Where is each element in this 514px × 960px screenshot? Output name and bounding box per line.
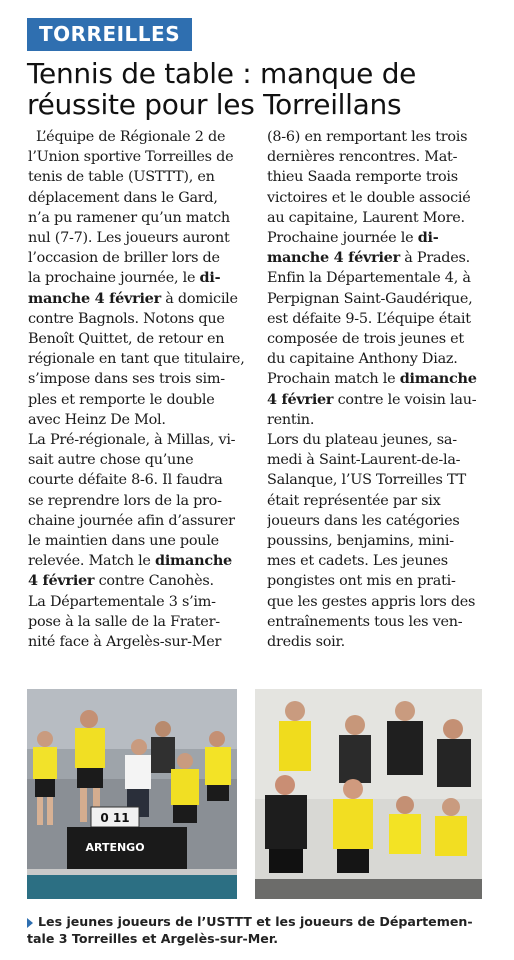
text-line: le maintien dans une poule xyxy=(28,533,219,550)
text-line: (8-6) en remportant les trois xyxy=(267,129,468,145)
emphasis: manche 4 février xyxy=(267,249,400,267)
text-fragment: relevée. Match le xyxy=(28,553,156,570)
photo-young-players xyxy=(27,689,237,899)
photo-young-players-image xyxy=(27,689,237,899)
text-line: medi à Saint-Laurent-de-la- xyxy=(267,452,461,469)
text-fragment: contre Canohès. xyxy=(94,573,214,590)
text-line: se reprendre lors de la pro- xyxy=(28,492,222,509)
text-line: thieu Saada remporte trois xyxy=(267,169,458,186)
emphasis: manche 4 février xyxy=(28,289,161,307)
text-line: entraînements tous les ven- xyxy=(267,613,463,630)
text-line xyxy=(28,571,264,591)
text-line: mes et cadets. Les jeunes xyxy=(267,553,448,570)
emphasis: di- xyxy=(417,229,439,247)
text-line: Enfin la Départementale 4, à xyxy=(267,270,471,287)
text-line xyxy=(267,248,499,268)
text-line: victoires et le double associé xyxy=(267,189,471,206)
text-line: courte défaite 8-6. Il faudra xyxy=(28,472,223,489)
table-brand-text: ARTENGO xyxy=(85,841,145,854)
text-line xyxy=(267,390,499,410)
text-fragment: Prochain match le xyxy=(267,371,400,388)
text-line: La Pré-régionale, à Millas, vi- xyxy=(28,432,236,449)
headline-line-2: réussite pour les Torreillans xyxy=(27,88,402,121)
text-fragment: à Prades. xyxy=(399,250,470,267)
text-line: avec Heinz De Mol. xyxy=(28,411,166,428)
text-line: nité face à Argelès-sur-Mer xyxy=(28,634,222,651)
text-line: l’Union sportive Torreilles de xyxy=(28,149,234,166)
text-line: nul (7-7). Les joueurs auront xyxy=(28,230,230,247)
emphasis: 4 février xyxy=(267,390,334,408)
text-line: chaine journée afin d’assurer xyxy=(28,512,235,529)
text-line: dredis soir. xyxy=(267,634,345,651)
text-line: ples et remporte le double xyxy=(28,391,215,408)
text-line: tenis de table (USTTT), en xyxy=(28,169,215,186)
text-line xyxy=(28,268,264,288)
text-line: rentin. xyxy=(267,411,315,428)
text-line xyxy=(267,369,499,389)
photo-caption xyxy=(27,913,487,947)
scoreboard-text: 0 11 xyxy=(100,811,130,825)
text-line: joueurs dans les catégories xyxy=(267,512,460,529)
text-line: contre Bagnols. Notons que xyxy=(28,310,225,327)
text-line: déplacement dans le Gard, xyxy=(28,189,218,206)
emphasis: di- xyxy=(199,269,221,287)
text-line: La Départementale 3 s’im- xyxy=(28,593,216,610)
text-line: Benoît Quittet, de retour en xyxy=(28,331,225,348)
caption-line-2: tale 3 Torreilles et Argelès-sur-Mer. xyxy=(27,931,279,946)
text-line: s’impose dans ses trois sim- xyxy=(28,371,225,388)
text-fragment: Prochaine journée le xyxy=(267,230,418,247)
text-line: était représentée par six xyxy=(267,492,441,509)
text-line: pose à la salle de la Frater- xyxy=(28,613,220,630)
caption-line-1: Les jeunes joueurs de l’USTTT et les joueurs de Départemen- xyxy=(38,914,473,929)
text-fragment: à domicile xyxy=(160,290,238,307)
text-line: poussins, benjamins, mini- xyxy=(267,533,454,550)
article-headline xyxy=(27,58,497,120)
photo-adult-players xyxy=(255,689,482,899)
text-line: pongistes ont mis en prati- xyxy=(267,573,456,590)
text-fragment: contre le voisin lau- xyxy=(333,391,477,408)
text-line: composée de trois jeunes et xyxy=(267,331,464,348)
text-line: que les gestes appris lors des xyxy=(267,593,476,610)
headline-line-1: Tennis de table : manque de xyxy=(27,57,417,90)
text-line: L’équipe de Régionale 2 de xyxy=(36,129,226,145)
emphasis: dimanche xyxy=(399,370,477,388)
text-line: régionale en tant que titulaire, xyxy=(28,351,245,368)
text-fragment: la prochaine journée, le xyxy=(28,270,200,287)
article-column-left xyxy=(28,127,264,652)
caption-marker-icon xyxy=(27,918,33,928)
text-line: l’occasion de briller lors de xyxy=(28,250,220,267)
photo-adult-players-image xyxy=(255,689,482,899)
section-kicker: TORREILLES xyxy=(27,18,192,51)
text-line: du capitaine Anthony Diaz. xyxy=(267,351,458,368)
text-line xyxy=(28,289,264,309)
text-line: n’a pu ramener qu’un match xyxy=(28,209,230,226)
text-line xyxy=(267,228,499,248)
text-line: au capitaine, Laurent More. xyxy=(267,209,465,226)
text-line: est défaite 9-5. L’équipe était xyxy=(267,310,471,327)
emphasis: 4 février xyxy=(28,572,95,590)
text-line: dernières rencontres. Mat- xyxy=(267,149,458,166)
text-line: Salanque, l’US Torreilles TT xyxy=(267,472,466,489)
text-line: sait autre chose qu’une xyxy=(28,452,194,469)
text-line: Lors du plateau jeunes, sa- xyxy=(267,432,457,449)
text-line xyxy=(28,551,264,571)
emphasis: dimanche xyxy=(155,552,232,570)
article-column-right xyxy=(267,127,499,652)
text-line: Perpignan Saint-Gaudérique, xyxy=(267,290,473,307)
